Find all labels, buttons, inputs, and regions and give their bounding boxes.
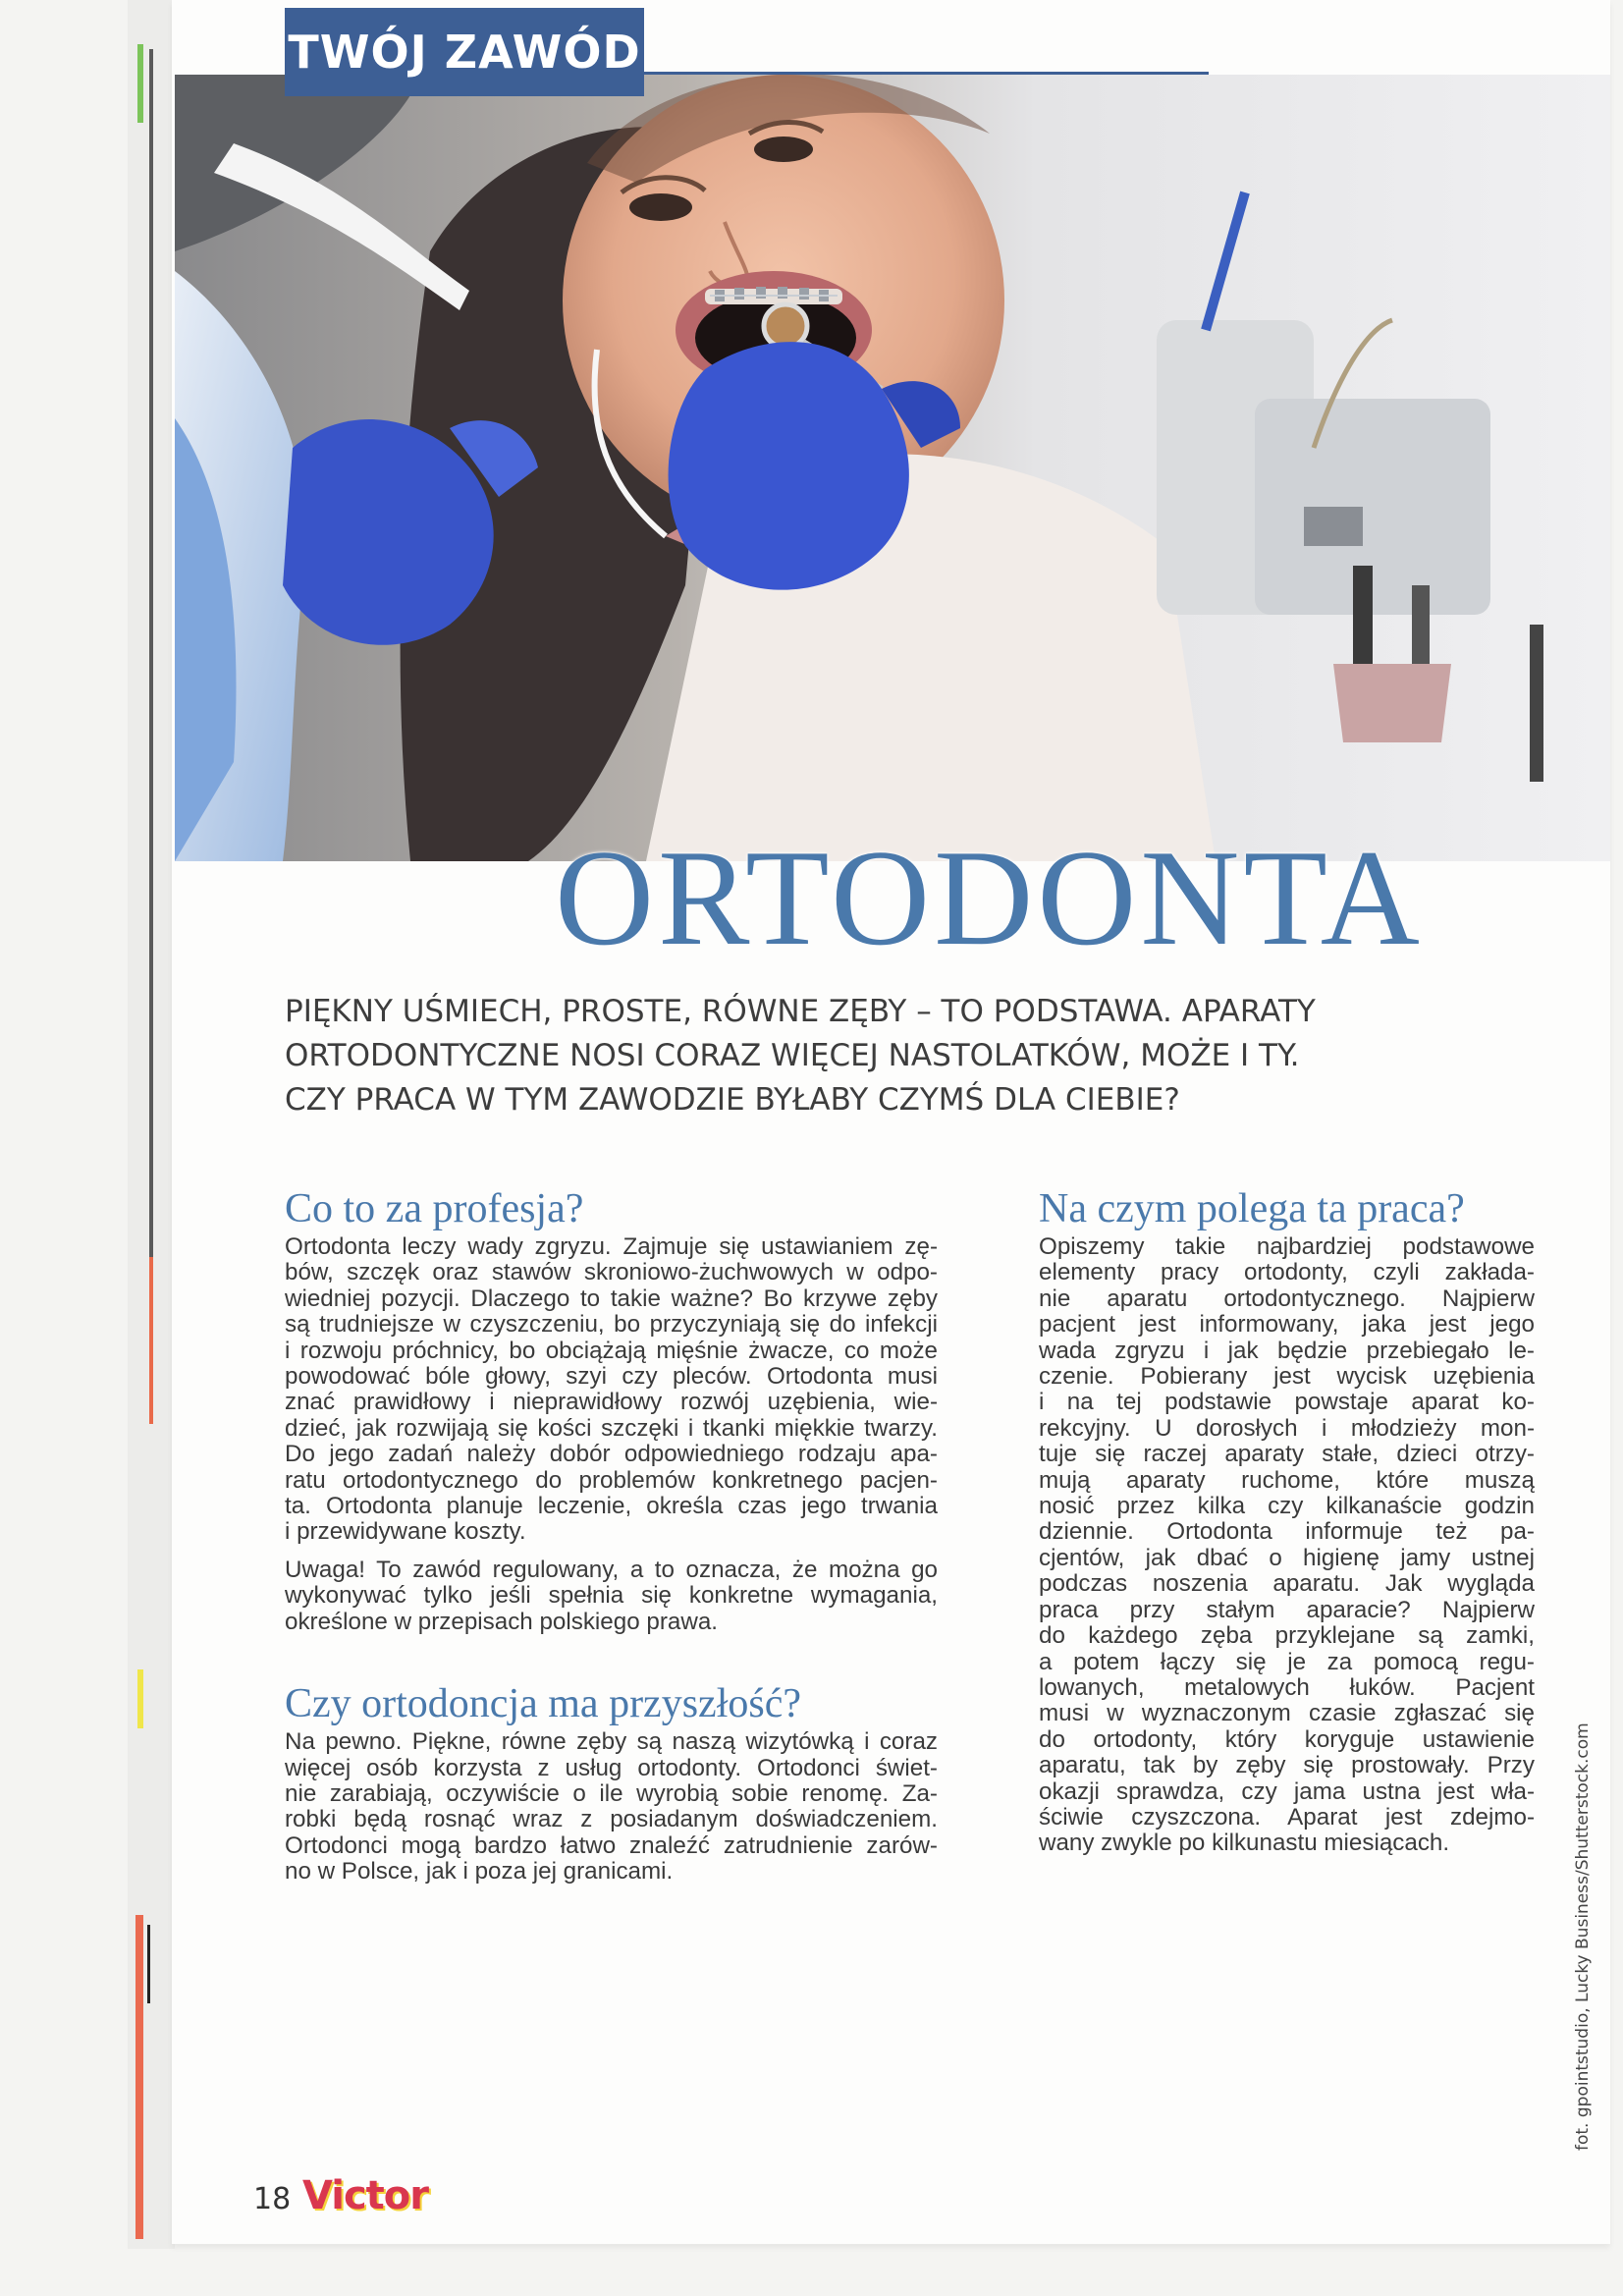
paragraph	[285, 1234, 938, 1546]
page-binding-edge	[128, 0, 175, 2249]
right-column	[1039, 1183, 1535, 1869]
text-line: Ortodonta leczy wady zgryzu. Zajmuje się ustawianiem zę-	[285, 1233, 938, 1260]
text-line: okazji sprawdza, czy jama ustna jest wła-	[1039, 1777, 1535, 1805]
section-heading: Czy ortodoncja ma przyszłość?	[285, 1681, 801, 1727]
text-line: bów, szczęk oraz stawów skroniowo-żuchwowych w odpo-	[285, 1259, 938, 1286]
lead-line: ORTODONTYCZNE NOSI CORAZ WIĘCEJ NASTOLATKÓW, MOŻE I TY.	[285, 1038, 1300, 1073]
binding-strip-red	[135, 1915, 143, 2239]
binding-strip-yellow	[137, 1669, 143, 1728]
paragraph	[285, 1558, 938, 1635]
text-line: do ortodonty, który koryguje ustawienie	[1039, 1725, 1535, 1753]
photo-credit: fot. gpointstudio, Lucky Business/Shutterstock.com	[1573, 1722, 1593, 2151]
text-line: dzieć, jak rozwijają się kości szczęki i tkanki miękkie twarzy.	[285, 1414, 938, 1442]
text-line: a potem łączy się je za pomocą regu-	[1039, 1648, 1535, 1675]
text-line: no w Polsce, jak i poza jej granicami.	[285, 1858, 674, 1886]
text-line: są trudniejsze w czyszczeniu, bo przyczyniają się do infekcji	[285, 1311, 938, 1339]
text-line: ściwie czyszczona. Aparat jest zdejmo-	[1039, 1803, 1535, 1831]
text-line: robki będą rosnąć wraz z posiadanym doświadczeniem.	[285, 1806, 938, 1833]
page-number: 18	[253, 2182, 292, 2216]
text-line: rekcyjny. U dorosłych i młodzieży mon-	[1039, 1414, 1535, 1442]
left-column	[285, 1183, 938, 1897]
text-line: Uwaga! To zawód regulowany, a to oznacza, że można go	[285, 1556, 938, 1583]
text-line: określone w przepisach polskiego prawa.	[285, 1608, 718, 1635]
text-line: nie aparatu ortodontycznego. Najpierw	[1039, 1285, 1535, 1312]
section-tag: TWÓJ ZAWÓD	[285, 8, 644, 96]
text-line: praca przy stałym aparacie? Najpierw	[1039, 1596, 1535, 1623]
lead-line: PIĘKNY UŚMIECH, PROSTE, RÓWNE ZĘBY – TO PODSTAWA. APARATY	[285, 994, 1316, 1029]
text-line: więcej osób korzysta z usług ortodonty. Ortodonci świet-	[285, 1754, 938, 1781]
article-lead	[285, 990, 1561, 1122]
text-line: powodować bóle głowy, szyi czy pleców. Ortodonta musi	[285, 1363, 938, 1391]
paragraph	[1039, 1234, 1535, 1857]
text-line: i przewidywane koszty.	[285, 1518, 526, 1546]
text-line: ta. Ortodonta planuje leczenie, określa czas jego trwania	[285, 1493, 938, 1520]
text-line: czenie. Pobierany jest wycisk uzębienia	[1039, 1363, 1535, 1391]
text-line: nosić przez kilka czy kilkanaście godzin	[1039, 1493, 1535, 1520]
text-line: Do jego zadań należy dobór odpowiedniego rodzaju apa-	[285, 1441, 938, 1468]
text-line: mują aparaty ruchome, które muszą	[1039, 1466, 1535, 1494]
text-line: wiedniej pozycji. Dlaczego to takie ważne? Bo krzywe zęby	[285, 1285, 938, 1312]
section-heading: Co to za profesja?	[285, 1186, 584, 1231]
binding-strip-black	[147, 1925, 150, 2003]
magazine-logo: Victor	[302, 2173, 429, 2218]
text-line: i rozwoju próchnicy, bo obciążają mięśnie żwacze, co może	[285, 1337, 938, 1364]
text-line: dziennie. Ortodonta informuje też pa-	[1039, 1518, 1535, 1546]
text-line: i na tej podstawie powstaje aparat ko-	[1039, 1389, 1535, 1416]
text-line: do każdego zęba przyklejane są zamki,	[1039, 1622, 1535, 1650]
text-line: Na pewno. Piękne, równe zęby są naszą wizytówką i coraz	[285, 1728, 938, 1756]
header-rule	[644, 72, 1209, 75]
text-line: Ortodonci mogą bardzo łatwo znaleźć zatrudnienie zarów-	[285, 1831, 938, 1859]
text-line: lowanych, metalowych łuków. Pacjent	[1039, 1673, 1535, 1701]
section-heading: Na czym polega ta praca?	[1039, 1186, 1465, 1231]
article-title: ORTODONTA	[555, 822, 1424, 974]
text-line: aparatu, tak by zęby się prostowały. Przy	[1039, 1752, 1535, 1779]
text-line: tuje się raczej aparaty stałe, dzieci otrzy-	[1039, 1441, 1535, 1468]
lead-line: CZY PRACA W TYM ZAWODZIE BYŁABY CZYMŚ DLA CIEBIE?	[285, 1082, 1180, 1118]
text-line: pacjent jest informowany, jaka jest jego	[1039, 1311, 1535, 1339]
text-line: podczas noszenia aparatu. Jak wygląda	[1039, 1570, 1535, 1598]
text-line: musi w wyznaczonym czasie zgłaszać się	[1039, 1700, 1535, 1727]
orthodontist-patient-photo	[175, 75, 1610, 861]
text-line: wada zgryzu i jak będzie przebiegało le-	[1039, 1337, 1535, 1364]
text-line: cjentów, jak dbać o higienę jamy ustnej	[1039, 1544, 1535, 1571]
binding-strip-green	[137, 44, 143, 123]
text-line: znać prawidłowy i nieprawidłowy rozwój uzębienia, wie-	[285, 1389, 938, 1416]
text-line: elementy pracy ortodonty, czyli zakłada-	[1039, 1259, 1535, 1286]
text-line: wany zwykle po kilkunastu miesiącach.	[1039, 1830, 1450, 1857]
paragraph	[285, 1729, 938, 1885]
text-line: Opiszemy takie najbardziej podstawowe	[1039, 1233, 1535, 1260]
text-line: ratu ortodontycznego do problemów konkretnego pacjen-	[285, 1466, 938, 1494]
text-line: wykonywać tylko jeśli spełnia się konkretne wymagania,	[285, 1582, 938, 1610]
binding-strip-orange	[149, 1257, 153, 1424]
text-line: nie zarabiają, oczywiście o ile wyrobią sobie renomę. Za-	[285, 1779, 938, 1807]
binding-strip-dark	[149, 49, 153, 1257]
hero-photo	[175, 75, 1610, 861]
